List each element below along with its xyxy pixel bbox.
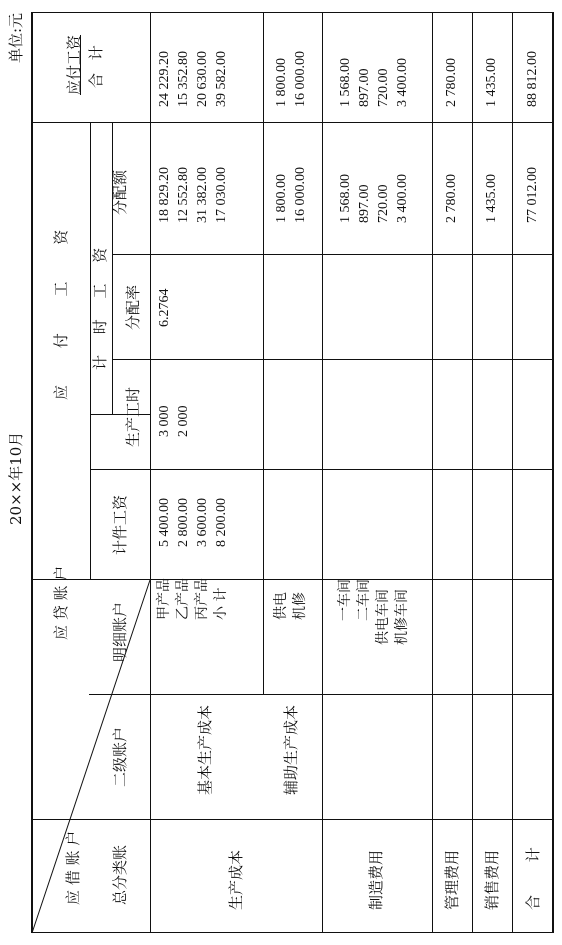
list-item: 甲产品	[156, 578, 172, 620]
allocated-basic-values	[155, 167, 231, 223]
list-item: 丙产品	[194, 578, 210, 620]
col-total-payable-2: 合 计	[87, 41, 105, 88]
total-grand-total: 88 812.00	[525, 51, 540, 107]
table-cell: 39 582.00	[214, 51, 229, 107]
ledger-admin-expense: 管理费用	[443, 849, 461, 910]
table-cell: 16 000.00	[293, 51, 308, 107]
col-general-ledger: 总分类账	[111, 844, 129, 905]
col-detail: 明细账户	[111, 601, 129, 662]
total-admin-value: 2 780.00	[444, 58, 459, 107]
table-cell: 897.00	[357, 184, 372, 223]
detail-aux-list	[272, 592, 310, 620]
table-cell: 17 030.00	[214, 167, 229, 223]
table-cell: 15 352.80	[176, 51, 191, 107]
allocated-grand-total: 77 012.00	[525, 167, 540, 223]
detail-overhead-list	[336, 579, 412, 645]
list-item: 小 计	[213, 587, 229, 620]
ledger-manufacturing-overhead: 制造费用	[367, 849, 385, 910]
production-hours-values	[155, 406, 193, 438]
table-cell: 3 400.00	[395, 174, 410, 223]
col-piece-wage: 计件工资	[111, 494, 129, 555]
report-date: 20××年10月	[7, 431, 25, 525]
col-total-payable-1: 应付工资	[65, 34, 83, 95]
col-secondary: 二级账户	[111, 726, 129, 787]
list-item: 二车间	[356, 579, 372, 621]
col-production-hours: 生产工时	[124, 386, 142, 447]
secondary-auxiliary-production: 辅助生产成本	[282, 704, 300, 795]
table-cell: 20 630.00	[195, 51, 210, 107]
table-cell: 12 552.80	[176, 167, 191, 223]
table-cell: 2 000	[176, 405, 191, 437]
table-cell: 16 000.00	[293, 167, 308, 223]
col-allocated-amount: 分配额	[111, 169, 129, 215]
table-cell: 1 800.00	[274, 58, 289, 107]
table-cell: 3 600.00	[195, 498, 210, 547]
table-cell: 8 200.00	[214, 498, 229, 547]
piece-wage-values	[155, 498, 231, 547]
allocated-sales-value: 1 435.00	[484, 174, 499, 223]
list-item: 机修车间	[394, 589, 410, 645]
col-payable-wage: 应 付 工 资	[52, 213, 70, 400]
table-cell: 1 800.00	[274, 174, 289, 223]
table-cell: 24 229.20	[157, 51, 172, 107]
unit-label: 单位:元	[7, 12, 25, 63]
list-item: 供电车间	[375, 589, 391, 645]
col-time-wage: 计 时 工 资	[91, 239, 109, 370]
ledger-grand-total: 合 计	[524, 833, 542, 910]
table-cell: 2 800.00	[176, 498, 191, 547]
list-item: 一车间	[337, 579, 353, 621]
total-aux-values	[272, 51, 310, 107]
table-cell: 3 000	[157, 405, 172, 437]
list-item: 乙产品	[175, 578, 191, 620]
allocation-rate-value: 6.2764	[157, 288, 172, 327]
table-cell: 897.00	[357, 68, 372, 107]
col-allocation-rate: 分配率	[124, 284, 142, 330]
allocated-admin-value: 2 780.00	[444, 174, 459, 223]
allocated-aux-values	[272, 167, 310, 223]
list-item: 机修	[292, 592, 308, 620]
ledger-production-cost: 生产成本	[227, 849, 245, 910]
allocated-overhead-values	[336, 174, 412, 223]
secondary-basic-production: 基本生产成本	[196, 704, 214, 795]
ledger-sales-expense: 销售费用	[483, 849, 501, 910]
table-cell: 3 400.00	[395, 58, 410, 107]
table-cell: 1 568.00	[338, 174, 353, 223]
table-cell: 720.00	[376, 68, 391, 107]
total-overhead-values	[336, 58, 412, 107]
table-cell: 5 400.00	[157, 498, 172, 547]
total-basic-values	[155, 51, 231, 107]
table-cell: 31 382.00	[195, 167, 210, 223]
table-cell: 18 829.20	[157, 167, 172, 223]
total-sales-value: 1 435.00	[484, 58, 499, 107]
detail-basic-list	[155, 578, 231, 620]
table-cell: 720.00	[376, 184, 391, 223]
list-item: 供电	[273, 592, 289, 620]
corner-credit-label: 应 贷 账 户	[52, 565, 70, 640]
table-cell: 1 568.00	[338, 58, 353, 107]
corner-debit-label: 应 借 账 户	[64, 830, 82, 905]
